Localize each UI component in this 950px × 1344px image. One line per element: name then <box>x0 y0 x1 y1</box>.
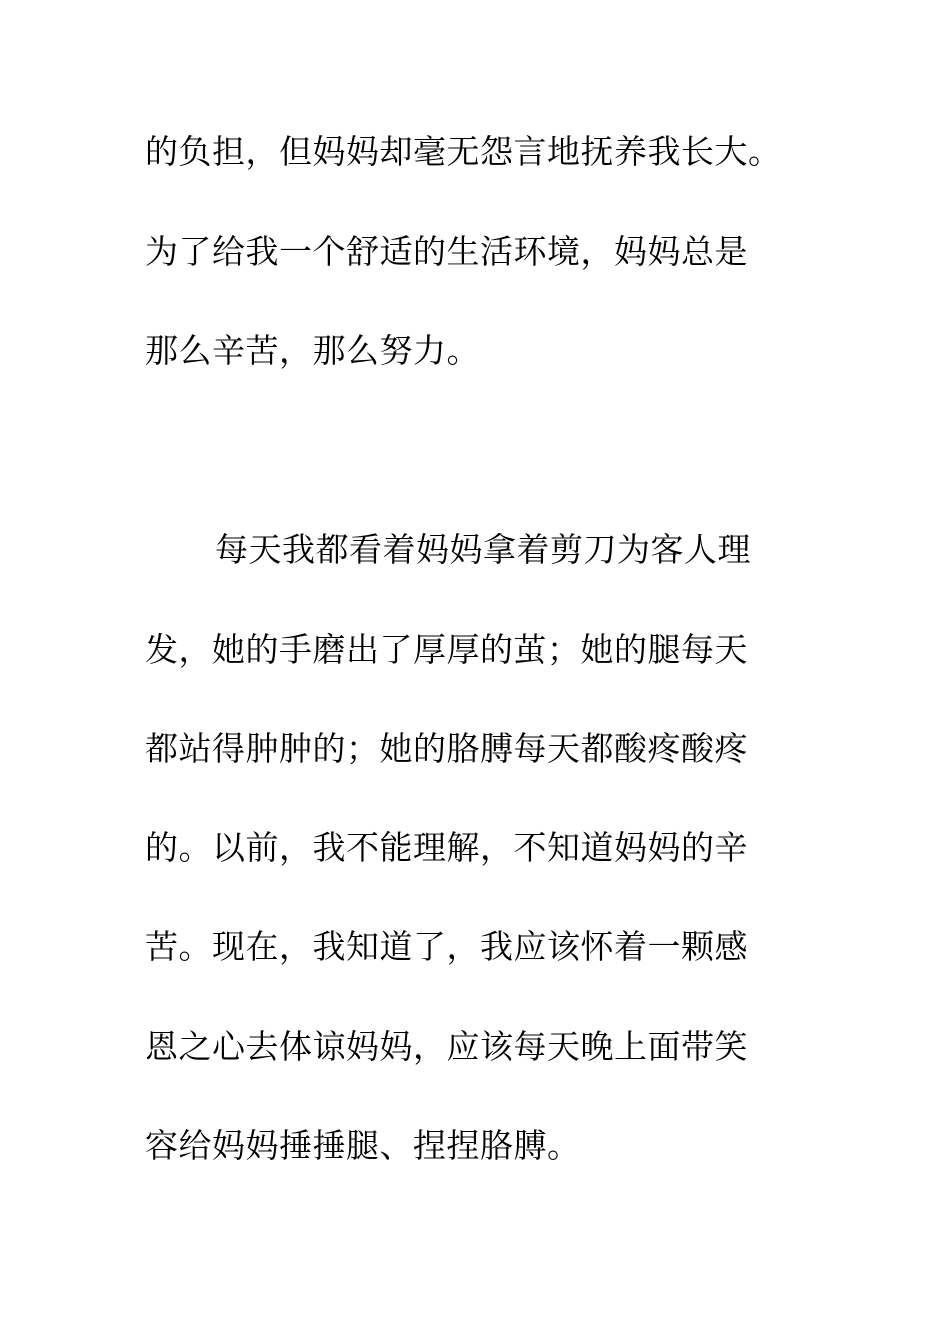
text-line: 的。以前，我不能理解，不知道妈妈的辛 <box>145 828 748 867</box>
text-line: 恩之心去体谅妈妈，应该每天晚上面带笑 <box>145 1027 748 1066</box>
text-line: 发，她的手磨出了厚厚的茧；她的腿每天 <box>145 630 748 669</box>
text-line: 为了给我一个舒适的生活环境，妈妈总是 <box>145 232 748 271</box>
text-line: 容给妈妈捶捶腿、捏捏胳膊。 <box>145 1126 581 1165</box>
text-line: 都站得肿肿的；她的胳膊每天都酸疼酸疼 <box>145 729 748 768</box>
text-line: 的负担，但妈妈却毫无怨言地抚养我长大。 <box>145 132 782 171</box>
text-line-indented: 每天我都看着妈妈拿着剪刀为客人理 <box>215 530 751 569</box>
text-line: 那么辛苦，那么努力。 <box>145 331 480 370</box>
text-line: 苦。现在，我知道了，我应该怀着一颗感 <box>145 927 748 966</box>
